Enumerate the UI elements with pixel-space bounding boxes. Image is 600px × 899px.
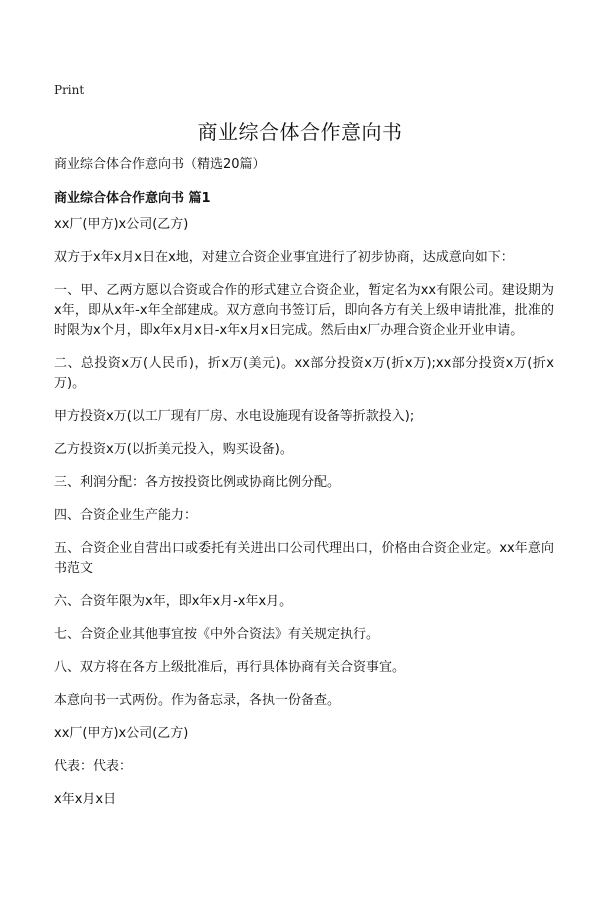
clause-4-paragraph: 四、合资企业生产能力：: [54, 508, 198, 523]
party-a-investment-paragraph: 甲方投资x万(以工厂现有厂房、水电设施现有设备等折款投入);: [54, 409, 415, 424]
clause-1-paragraph: 一、甲、乙两方愿以合资或合作的形式建立合资企业，暂定名为xx有限公司。建设期为x年，即从x年-x年全部建成。双方意向书签订后，即向各方有关上级申请批准，批准的时限为x个月，即x年x月x日-x年x月x日完成。然后由x厂办理合资企业开业申请。: [54, 283, 554, 338]
document-body: [54, 215, 554, 823]
party-b-investment-paragraph: 乙方投资x万(以折美元投入，购买设备)。: [54, 442, 293, 457]
clause-6-paragraph: 六、合资年限为x年，即x年x月-x年x月。: [54, 594, 293, 609]
signature-parties-line: xx厂(甲方)x公司(乙方): [54, 726, 189, 741]
clause-8-paragraph: 八、双方将在各方上级批准后，再行具体协商有关合资事宜。: [54, 660, 406, 675]
party-line: xx厂(甲方)x公司(乙方): [54, 217, 189, 232]
clause-5-paragraph: 五、合资企业自营出口或委托有关进出口公司代理出口，价格由合资企业定。xx年意向书范文: [54, 541, 554, 576]
page-title: 商业综合体合作意向书: [197, 120, 403, 144]
clause-2-paragraph: 二、总投资x万(人民币)，折x万(美元)。xx部分投资x万(折x万);xx部分投资x万(折x万)。: [54, 356, 554, 391]
clause-3-paragraph: 三、利润分配：各方按投资比例或协商比例分配。: [54, 475, 341, 490]
representatives-line: 代表：代表：: [54, 759, 133, 774]
date-line: x年x月x日: [54, 792, 117, 807]
intro-paragraph: 双方于x年x月x日在x地，对建立合资企业事宜进行了初步协商，达成意向如下：: [54, 250, 514, 265]
copies-paragraph: 本意向书一式两份。作为备忘录，各执一份备查。: [54, 693, 341, 708]
clause-7-paragraph: 七、合资企业其他事宜按《中外合资法》有关规定执行。: [54, 627, 380, 642]
print-link[interactable]: Print: [54, 83, 85, 97]
section-heading: 商业综合体合作意向书 篇1: [54, 191, 211, 206]
document-subtitle: 商业综合体合作意向书（精选20篇）: [54, 157, 266, 172]
